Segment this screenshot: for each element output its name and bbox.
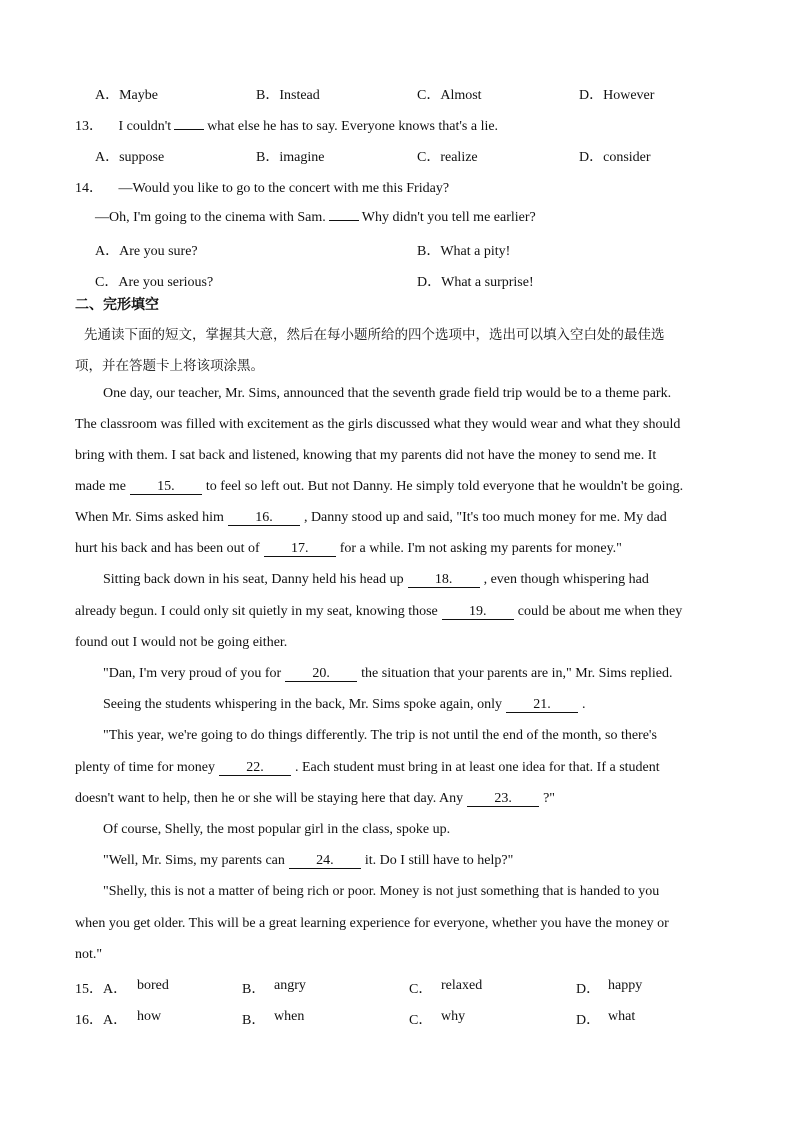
q14-option-b: B．What a pity! <box>417 244 511 259</box>
passage-line <box>75 479 683 495</box>
passage-line: "This year, we're going to do things differently. The trip is not until the end of the month, so there's <box>103 728 657 743</box>
q12-option-a: A．Maybe <box>95 88 158 103</box>
passage-line: found out I would not be going either. <box>75 635 288 650</box>
text: , Danny stood up and said, "It's too much money for me. My dad <box>303 510 667 525</box>
text: for a while. I'm not asking my parents for money." <box>339 541 622 556</box>
blank-15: 15. <box>130 479 202 495</box>
passage-line <box>75 510 667 526</box>
passage-line <box>103 853 513 869</box>
q13-option-c: C．realize <box>417 150 478 165</box>
text: Seeing the students whispering in the back, Mr. Sims spoke again, only <box>103 697 502 712</box>
blank-16: 16. <box>228 510 300 526</box>
text: . Each student must bring in at least one idea for that. If a student <box>294 760 660 775</box>
q14-stem <box>75 177 449 197</box>
text: made me <box>75 479 126 494</box>
passage-line <box>75 541 622 557</box>
passage-line <box>75 604 682 620</box>
q16-option-a: how <box>137 1009 162 1024</box>
passage-line: bring with them. I sat back and listened, knowing that my parents did not have the money to send me. It <box>75 448 657 463</box>
blank-18: 18. <box>408 572 480 588</box>
q13-text-post: what else he has to say. Everyone knows that's a lie. <box>207 119 499 134</box>
passage-line: "Shelly, this is not a matter of being rich or poor. Money is not just something that is handed to you <box>103 884 660 899</box>
q15-option-b: angry <box>274 978 306 993</box>
blank-19: 19. <box>442 604 514 620</box>
blank-23: 23. <box>467 791 539 807</box>
section-instructions-line2: 项，并在答题卡上将该项涂黑。 <box>75 358 264 374</box>
section-title: 二、完形填空 <box>75 297 159 313</box>
q15-option-c: relaxed <box>441 978 483 993</box>
blank-24: 24. <box>289 853 361 869</box>
q12-option-d: D．However <box>579 88 655 103</box>
q13-option-b: B．imagine <box>256 150 325 165</box>
q15-option-d: happy <box>608 978 643 993</box>
q16-option-d: what <box>608 1009 636 1024</box>
text: Sitting back down in his seat, Danny held his head up <box>103 572 404 587</box>
passage-line <box>103 697 585 713</box>
q12-option-b: B．Instead <box>256 88 320 103</box>
text: the situation that your parents are in," Mr. Sims replied. <box>361 666 673 681</box>
blank-22: 22. <box>219 760 291 776</box>
text: to feel so left out. But not Danny. He simply told everyone that he wouldn't be going. <box>205 479 684 494</box>
text: , even though whispering had <box>483 572 649 587</box>
blank-line <box>329 208 359 221</box>
text: When Mr. Sims asked him <box>75 510 224 525</box>
q13-text-pre: I couldn't <box>118 119 172 134</box>
passage-line <box>103 666 672 682</box>
passage-line: One day, our teacher, Mr. Sims, announced that the seventh grade field trip would be to a theme park. <box>103 386 672 401</box>
text: . <box>581 697 586 712</box>
q16-number: 16．A． <box>75 1013 128 1028</box>
q15-number: 15．A． <box>75 982 128 997</box>
text: "Dan, I'm very proud of you for <box>103 666 282 681</box>
passage-line <box>75 760 660 776</box>
q15-label-c: C． <box>409 982 433 997</box>
q14-line2-pre: —Oh, I'm going to the cinema with Sam. <box>95 210 326 225</box>
question-number: 14． <box>75 181 103 196</box>
q16-option-b: when <box>274 1009 305 1024</box>
blank-20: 20. <box>285 666 357 682</box>
q14-option-c: C．Are you serious? <box>95 275 214 290</box>
passage-line: The classroom was filled with excitement as the girls discussed what they would wear and what they should <box>75 417 681 432</box>
text: "Well, Mr. Sims, my parents can <box>103 853 285 868</box>
q16-label-c: C． <box>409 1013 433 1028</box>
q16-label-b: B． <box>242 1013 266 1028</box>
q14-line2-post: Why didn't you tell me earlier? <box>361 210 536 225</box>
q13-stem <box>75 115 498 135</box>
text: it. Do I still have to help?" <box>364 853 514 868</box>
q14-line1: —Would you like to go to the concert with me this Friday? <box>118 181 450 196</box>
passage-line <box>75 791 555 807</box>
passage-line: not." <box>75 947 103 962</box>
text: already begun. I could only sit quietly in my seat, knowing those <box>75 604 438 619</box>
text: plenty of time for money <box>75 760 215 775</box>
q15-label-d: D． <box>576 982 601 997</box>
text: ?" <box>543 791 556 806</box>
text: doesn't want to help, then he or she will be staying here that day. Any <box>75 791 464 806</box>
passage-line: when you get older. This will be a great learning experience for everyone, whether you have the money or <box>75 916 669 931</box>
blank-17: 17. <box>264 541 336 557</box>
q13-option-a: A．suppose <box>95 150 165 165</box>
q14-option-d: D．What a surprise! <box>417 275 534 290</box>
q16-label-d: D． <box>576 1013 601 1028</box>
text: could be about me when they <box>517 604 683 619</box>
q15-option-a: bored <box>137 978 169 993</box>
q15-label-b: B． <box>242 982 266 997</box>
section-instructions-line1: 先通读下面的短文，掌握其大意，然后在每小题所给的四个选项中，选出可以填入空白处的最佳选 <box>84 327 665 343</box>
q12-option-c: C．Almost <box>417 88 482 103</box>
passage-line: Of course, Shelly, the most popular girl in the class, spoke up. <box>103 822 451 837</box>
passage-line <box>103 572 649 588</box>
q13-option-d: D．consider <box>579 150 651 165</box>
blank-line <box>174 117 204 130</box>
q14-line2 <box>95 208 536 226</box>
q16-option-c: why <box>441 1009 466 1024</box>
q14-option-a: A．Are you sure? <box>95 244 198 259</box>
text: hurt his back and has been out of <box>75 541 260 556</box>
blank-21: 21. <box>506 697 578 713</box>
question-number: 13． <box>75 119 103 134</box>
